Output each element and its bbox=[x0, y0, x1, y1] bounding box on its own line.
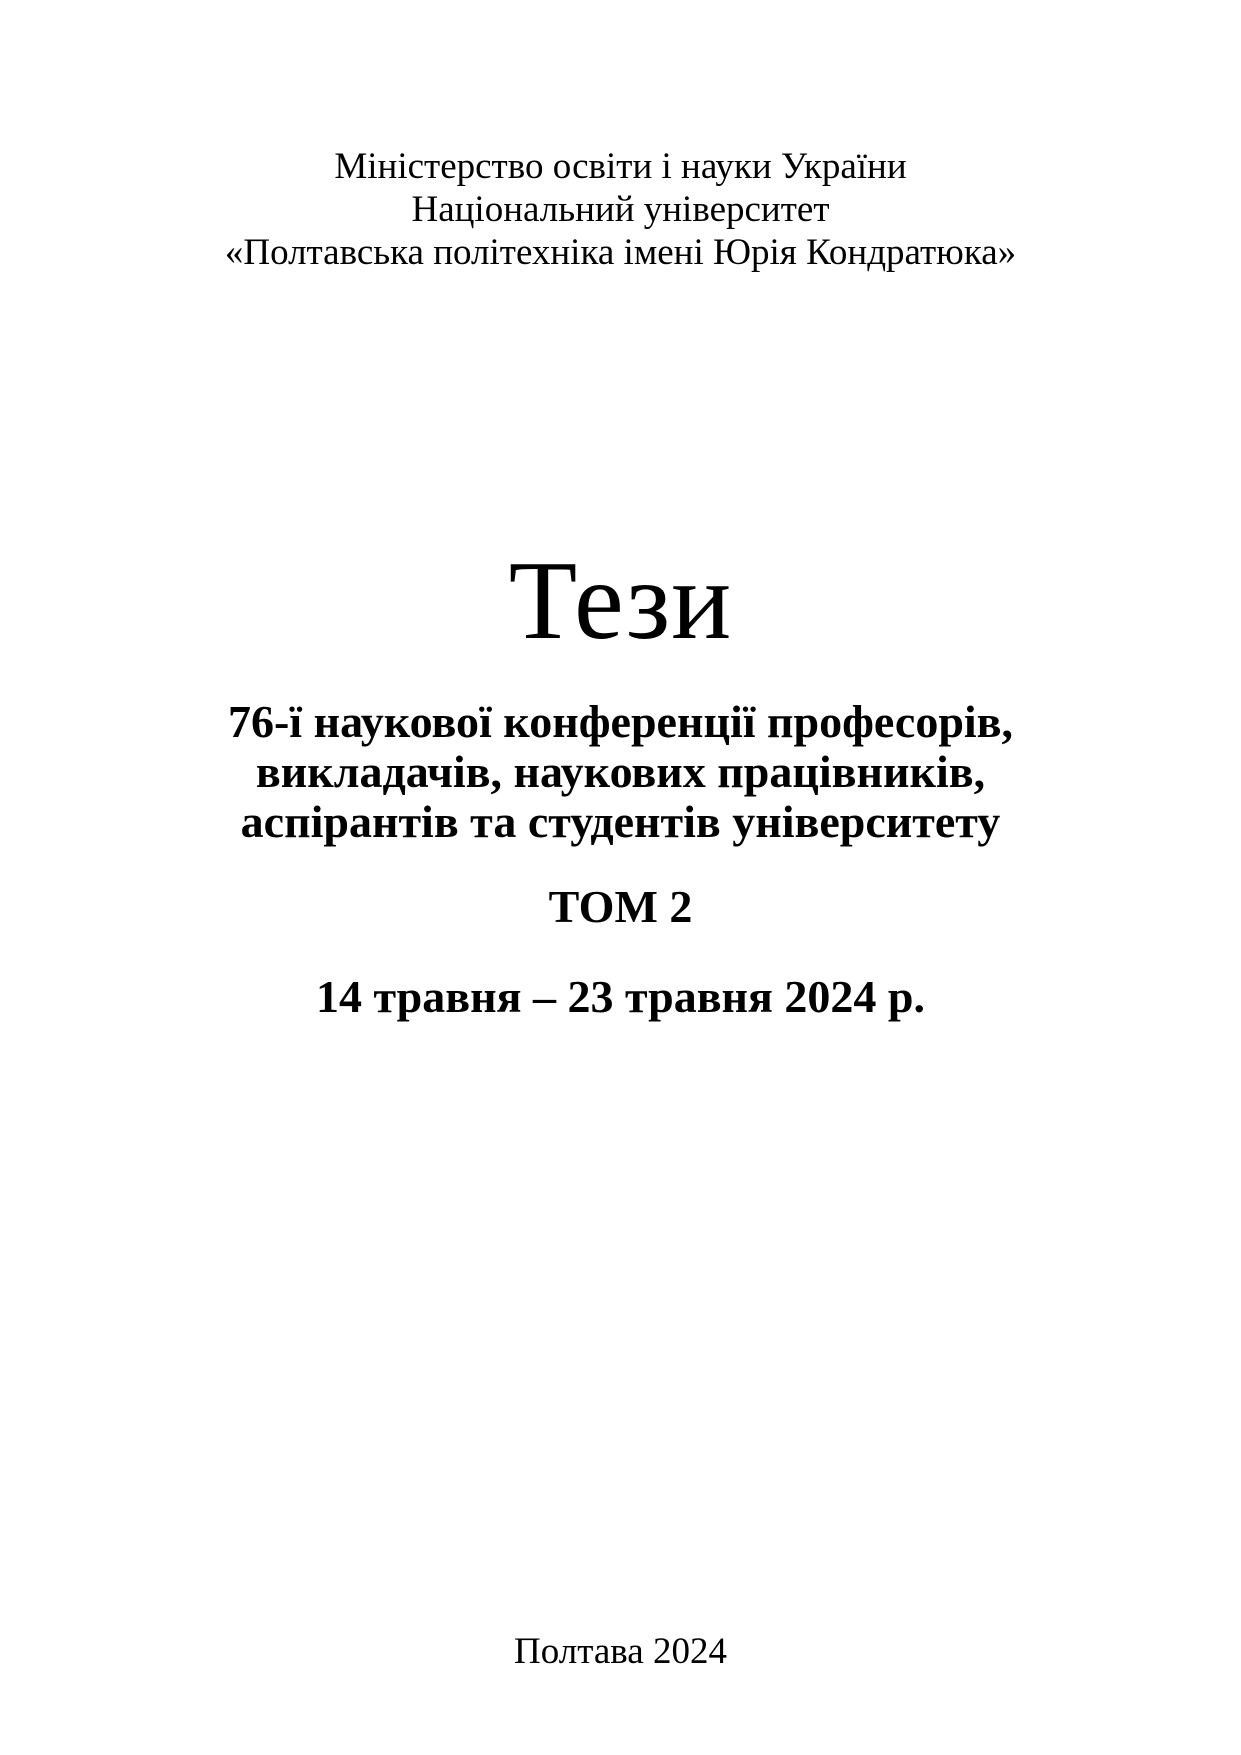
subtitle-line-3: аспірантів та студентів університету bbox=[240, 796, 1001, 847]
subtitle-line-1: 76-ї наукової конференції професорів, bbox=[227, 696, 1014, 747]
subtitle-line-2: викладачів, наукових працівників, bbox=[255, 746, 986, 797]
volume-label: ТОМ 2 bbox=[548, 881, 693, 932]
footer-imprint: Полтава 2024 bbox=[514, 1631, 727, 1672]
header-block bbox=[0, 145, 1241, 274]
date-range: 14 травня – 23 травня 2024 р. bbox=[315, 971, 926, 1022]
subtitle-block bbox=[0, 697, 1241, 847]
university-name-line: «Полтавська політехніка імені Юрія Кондратюка» bbox=[224, 232, 1017, 273]
university-type-line: Національний університет bbox=[411, 189, 830, 230]
document-title: Тези bbox=[508, 539, 733, 663]
ministry-line: Міністерство освіти і науки України bbox=[334, 146, 907, 187]
